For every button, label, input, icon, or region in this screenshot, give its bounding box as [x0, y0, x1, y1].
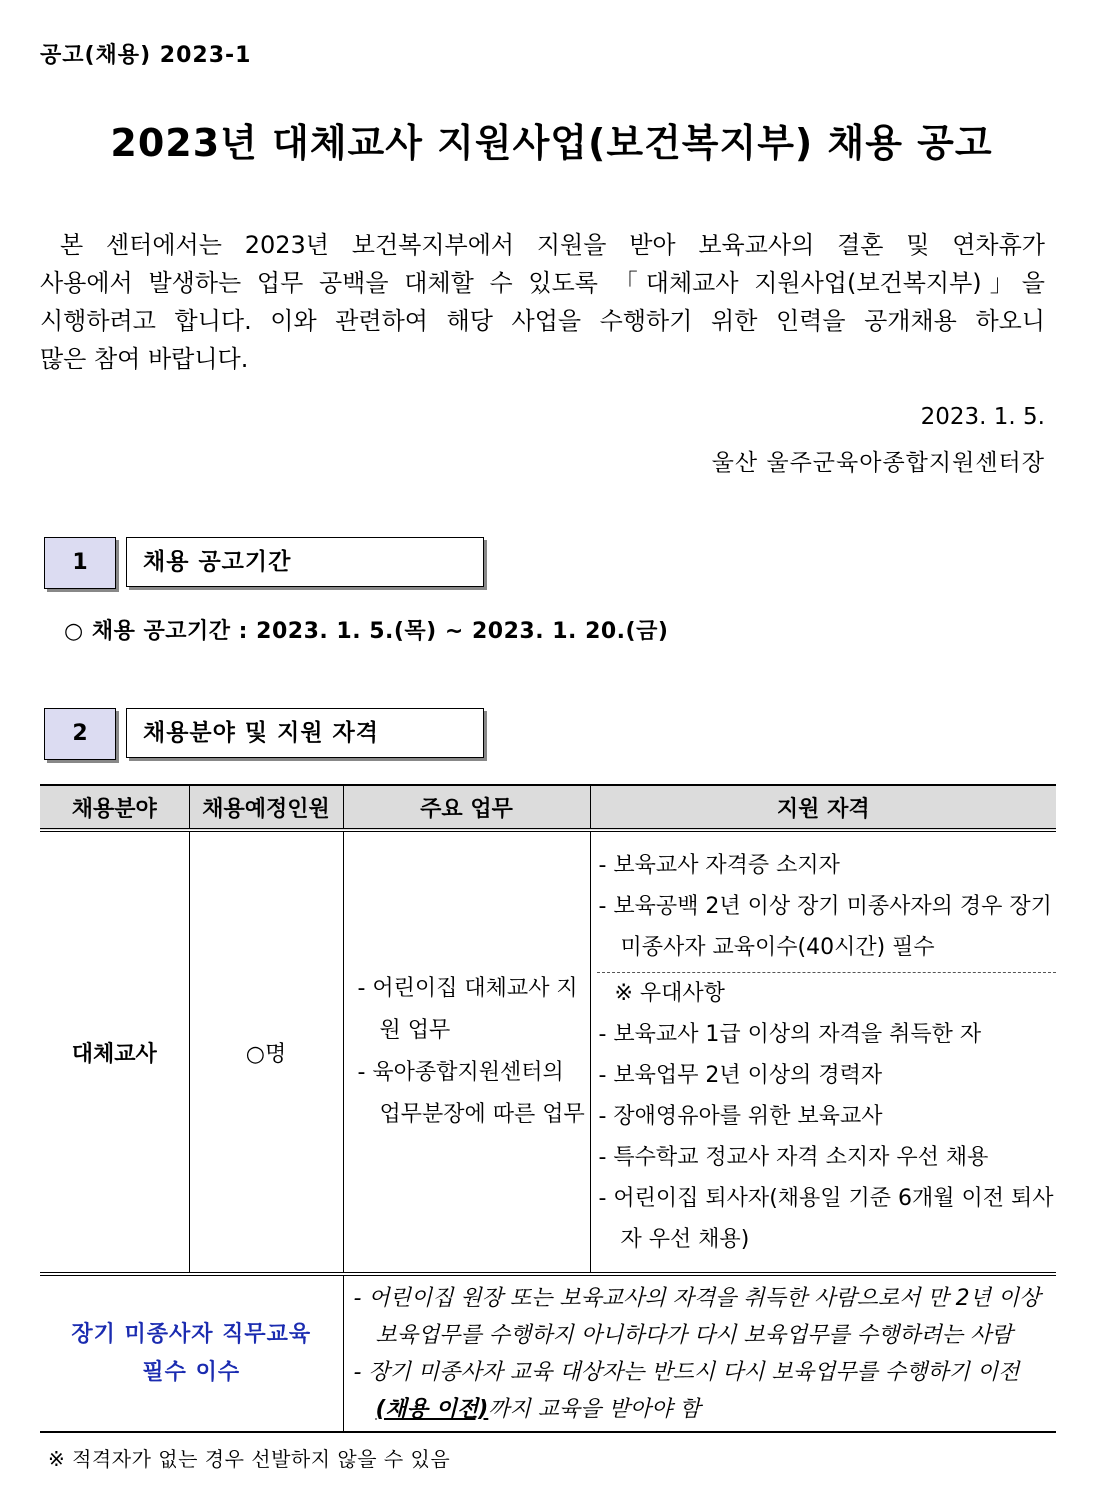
count-cell: ○명	[189, 830, 343, 1274]
table-header: 채용예정인원	[189, 785, 343, 830]
preference-item: - 특수학교 정교사 자격 소지자 우선 채용	[598, 1144, 989, 1170]
remark: ※ 적격자가 없는 경우 선발하지 않을 수 있음	[48, 1447, 451, 1471]
notice-number: 공고(채용) 2023-1	[40, 43, 252, 68]
preference-title: ※ 우대사항	[614, 980, 725, 1006]
mandatory-training-label	[40, 1274, 343, 1432]
intro-paragraph	[40, 226, 1045, 378]
mandatory-emphasis: (채용 이전)	[375, 1396, 489, 1422]
intro-line: 많은 참여 바랍니다.	[40, 345, 249, 373]
section-title: 채용 공고기간	[126, 537, 484, 587]
issue-date: 2023. 1. 5.	[920, 404, 1045, 430]
table-row	[40, 830, 1056, 1274]
section-number: 1	[44, 537, 116, 589]
mandatory-label-line: 장기 미종사자 직무교육	[71, 1321, 312, 1347]
duties-cell	[343, 830, 590, 1274]
qualification-cell	[590, 830, 1056, 1274]
signer: 울산 울주군육아종합지원센터장	[711, 450, 1045, 476]
mandatory-training-body	[343, 1274, 1056, 1432]
duty-item: - 어린이집 대체교사 지원 업무	[357, 976, 578, 1043]
duty-item: - 육아종합지원센터의 업무분장에 따른 업무	[357, 1060, 585, 1127]
mandatory-text: 까지 교육을 받아야 함	[488, 1396, 701, 1422]
mandatory-label-line: 필수 이수	[142, 1359, 241, 1385]
mandatory-item	[352, 1354, 1057, 1428]
table-header: 주요 업무	[343, 785, 590, 830]
preference-item: - 어린이집 퇴사자(채용일 기준 6개월 이전 퇴사자 우선 채용)	[598, 1185, 1054, 1252]
table-row	[40, 1274, 1056, 1432]
preference-item: - 보육업무 2년 이상의 경력자	[598, 1062, 883, 1088]
intro-line: 사용에서 발생하는 업무 공백을 대체할 수 있도록 「대체교사 지원사업(보건복지부)」을	[40, 269, 1045, 297]
table-header: 채용분야	[40, 785, 189, 830]
mandatory-item: - 어린이집 원장 또는 보육교사의 자격을 취득한 사람으로서 만 2년 이상 보육업무를 수행하지 아니하다가 다시 보육업무를 수행하려는 사람	[353, 1285, 1041, 1348]
intro-line: 본 센터에서는 2023년 보건복지부에서 지원을 받아 보육교사의 결혼 및 연차휴가	[60, 231, 1045, 259]
preference-item: - 보육교사 1급 이상의 자격을 취득한 자	[598, 1021, 982, 1047]
table-header: 지원 자격	[590, 785, 1056, 830]
recruitment-table	[40, 784, 1056, 1433]
document-title: 2023년 대체교사 지원사업(보건복지부) 채용 공고	[110, 121, 993, 165]
intro-line: 시행하려고 합니다. 이와 관련하여 해당 사업을 수행하기 위한 인력을 공개채용 하오니	[40, 307, 1045, 335]
qualification-item: - 보육공백 2년 이상 장기 미종사자의 경우 장기 미종사자 교육이수(40시간) 필수	[598, 893, 1052, 960]
recruitment-period: ○ 채용 공고기간 : 2023. 1. 5.(목) ~ 2023. 1. 20.(금)	[64, 619, 669, 644]
preference-item: - 장애영유아를 위한 보육교사	[598, 1103, 883, 1129]
qualification-item: - 보육교사 자격증 소지자	[598, 852, 840, 878]
section-title: 채용분야 및 지원 자격	[126, 708, 484, 758]
mandatory-text: - 장기 미종사자 교육 대상자는 반드시 다시 보육업무를 수행하기 이전	[353, 1359, 1020, 1385]
field-cell: 대체교사	[40, 830, 189, 1274]
section-number: 2	[44, 708, 116, 760]
